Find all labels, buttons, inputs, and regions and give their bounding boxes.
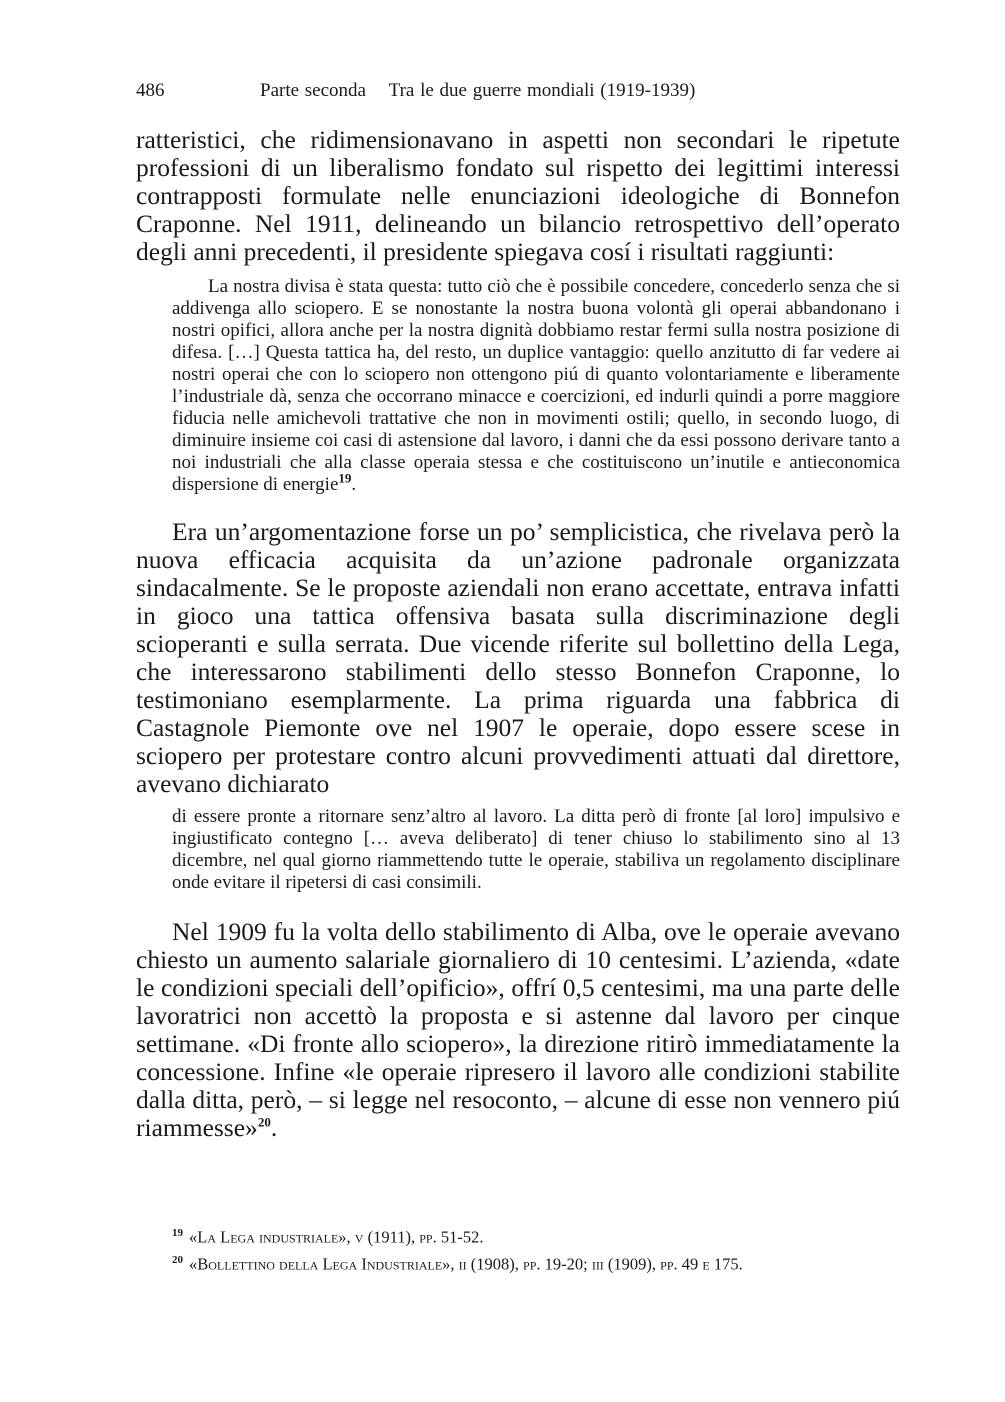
footnote-19	[172, 1222, 872, 1249]
footnote-20	[172, 1249, 872, 1276]
footnote-ref-20[interactable]: 20	[257, 1114, 271, 1130]
footnote-20-mark: 20	[172, 1253, 183, 1266]
block-quote-2	[172, 806, 900, 894]
paragraph-1: ratteristici, che ridimensionavano in aspetti non secondari le ripetute professioni di un liberalismo fondato sul rispetto dei legittimi interessi contrapposti formulate nelle enunciazioni ideologiche di Bonnefon Craponne. Nel 1911, delineando un bilancio retrospettivo dell’operato degli anni precedenti, il presidente spiegava cosí i risultati raggiunti:	[136, 125, 900, 266]
block-quote-2-text: di essere pronte a ritornare senz’altro al lavoro. La ditta però di fronte [al loro] impulsivo e ingiustificato contegno [… aveva deliberato] di tener chiuso lo stabilimento sino al 13 dicembre, nel qual giorno riammettendo tutte le operaie, stabiliva un regolamento disciplinare onde evitare il ripetersi di casi consimili.	[172, 806, 900, 893]
footnote-20-text: «Bollettino della Lega Industriale», ii (1908), pp. 19-20; iii (1909), pp. 49 e 175.	[189, 1254, 743, 1273]
paragraph-3	[136, 918, 900, 1142]
running-title: Parte seconda Tra le due guerre mondiali (1919-1939)	[260, 80, 696, 101]
page	[136, 80, 900, 1142]
block-quote-1-end: .	[351, 474, 357, 495]
footnote-19-text: «La Lega industriale», v (1911), pp. 51-52.	[189, 1227, 484, 1247]
paragraph-3-end: .	[270, 1113, 278, 1142]
running-header	[136, 80, 900, 110]
footnote-ref-19[interactable]: 19	[338, 470, 352, 486]
block-quote-1-text: La nostra divisa è stata questa: tutto ciò che è possibile concedere, concederlo senza che si addivenga allo sciopero. E se nonostante la nostra buona volontà gli operai abbandonano i nostri opifici, allora anche per la nostra dignità dobbiamo restar fermi sulla nostra posizione di difesa. […] Questa tattica ha, del resto, un duplice vantaggio: quello anzitutto di far vedere ai nostri operai che con lo sciopero non ottengono piú di quanto volontariamente e liberamente l’industriale dà, senza che occorrano minacce e coercizioni, ed indurli quindi a porre maggiore fiducia nelle amichevoli trattative che non in movimenti ostili; quello, in secondo luogo, di diminuire insieme coi casi di astensione dal lavoro, i danni che da essi possono derivare tanto a noi industriali che alla classe operaia stessa e che costituiscono un’inutile e antieconomica dispersione di energie	[172, 276, 900, 495]
paragraph-2: Era un’argomentazione forse un po’ semplicistica, che rivelava però la nuova efficacia acquisita da un’azione padronale organizzata sindacalmente. Se le proposte aziendali non erano accettate, entrava infatti in gioco una tattica offensiva basata sulla discriminazione degli scioperanti e sulla serrata. Due vicende riferite sul bollettino della Lega, che interessarono stabilimenti dello stesso Bonnefon Craponne, lo testimoniano esemplarmente. La prima riguarda una fabbrica di Castagnole Piemonte ove nel 1907 le operaie, dopo essere scese in sciopero per protestare contro alcuni provvedimenti attuati dal direttore, avevano dichiarato	[136, 517, 900, 798]
footnotes	[172, 1222, 872, 1275]
paragraph-3-text: Nel 1909 fu la volta dello stabilimento di Alba, ove le operaie avevano chiesto un aumento salariale giornaliero di 10 centesimi. L’azienda, «date le condizioni speciali dell’opificio», offrí 0,5 centesimi, ma una parte delle lavoratrici non accettò la proposta e si astenne dal lavoro per cinque settimane. «Di fronte allo sciopero», la direzione ritirò immediatamente la concessione. Infine «le operaie ripresero il lavoro alle condizioni stabilite dalla ditta, però, – si legge nel resoconto, – alcune di esse non vennero piú riammesse»	[136, 917, 900, 1142]
page-number: 486	[136, 80, 165, 101]
block-quote-1	[172, 276, 900, 496]
footnote-19-mark: 19	[172, 1227, 183, 1239]
